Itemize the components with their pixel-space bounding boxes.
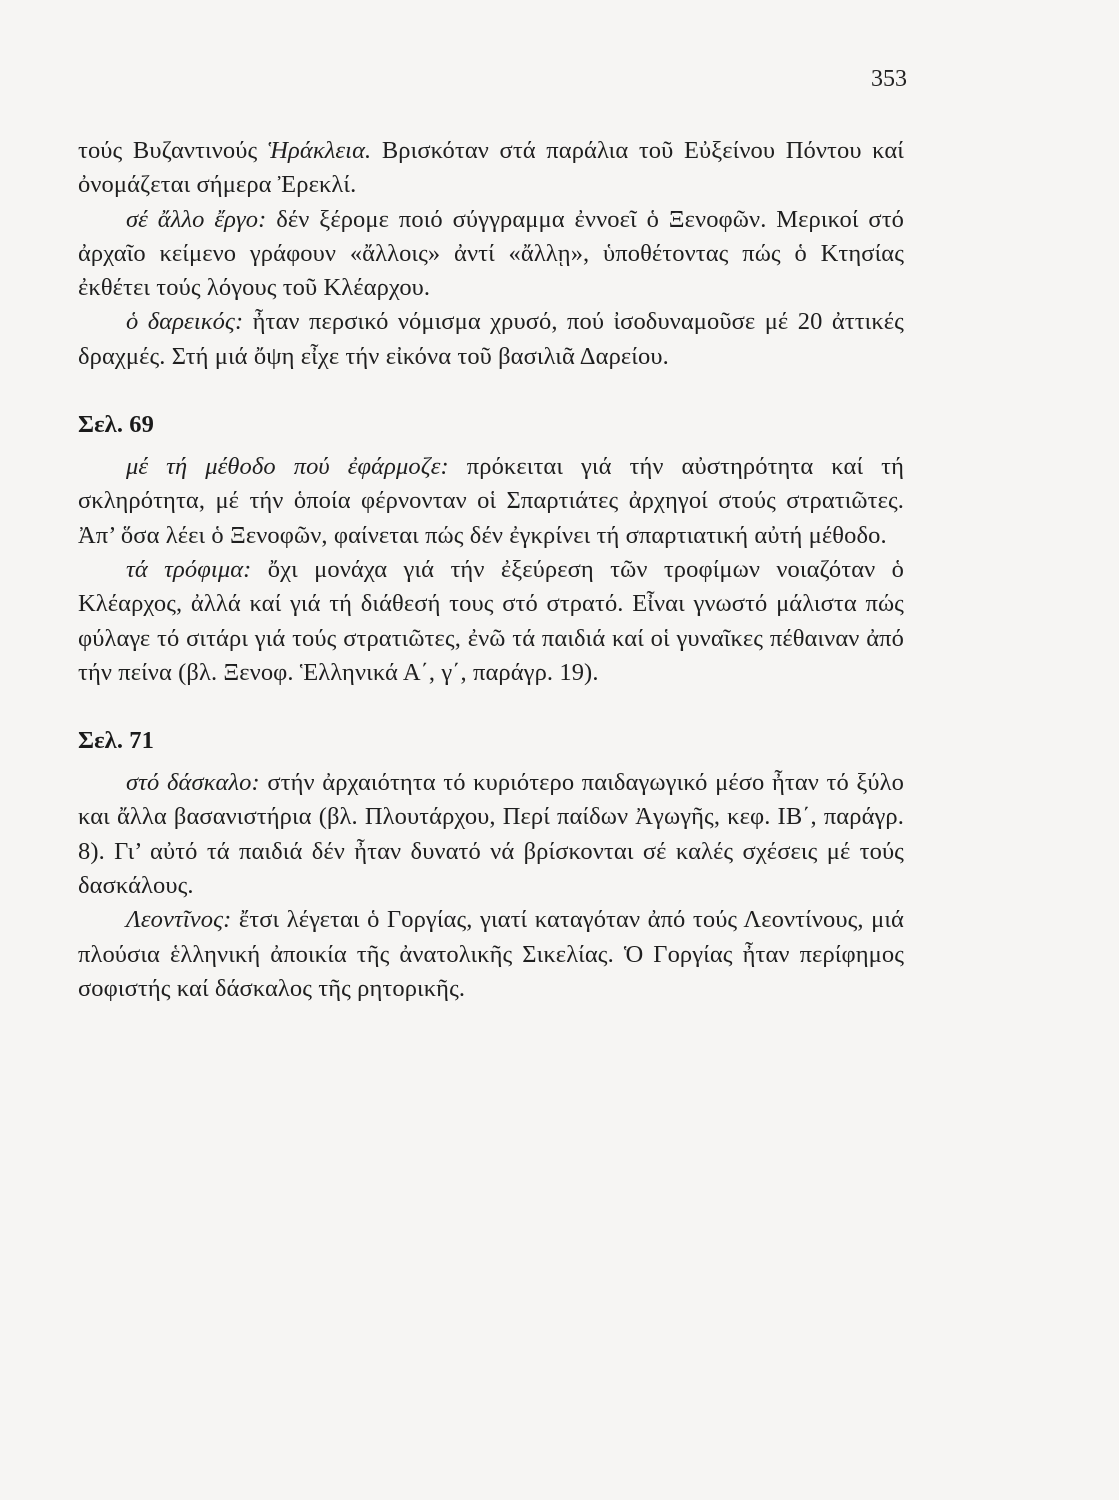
paragraph-text: ὄχι μονάχα γιά τήν ἐξεύρεση τῶν τροφίμων νοιαζόταν ὁ Κλέαρχος, ἀλλά καί γιά τή διάθεσή τους στό στρατό. Εἶναι γνωστό μάλιστα πώς φύλαγε τό σιτάρι γιά τούς στρατιῶτες, ἐνῶ τά παιδιά καί οἱ γυναῖκες πέθαιναν ἀπό τήν πείνα (βλ. Ξενοφ. Ἑλληνικά Α΄, γ΄, παράγρ. 19).	[78, 555, 904, 686]
paragraph-allo-ergo	[78, 203, 904, 306]
paragraph-dareikos	[78, 305, 904, 374]
term-dareikos: ὁ δαρεικός:	[126, 308, 244, 336]
section-heading-69: Σελ. 69	[78, 411, 154, 439]
paragraph-text: τούς Βυζαντινούς	[78, 137, 268, 164]
paragraph-text: ἔτσι λέγεται ὁ Γοργίας, γιατί καταγόταν ἀπό τούς Λεοντίνους, μιά πλούσια ἑλληνική ἀποικία τῆς ἀνατολικῆς Σικελίας. Ὁ Γοργίας ἦταν περίφημος σοφιστής καί δάσκαλος τῆς ρητορικῆς.	[78, 906, 904, 1002]
term-methodos: μέ τή μέθοδο πού ἐφάρμοζε:	[126, 453, 449, 481]
paragraph-text: ἦταν περσικό νόμισμα χρυσό, πού ἰσοδυναμοῦσε μέ 20 ἀττικές δραχμές. Στή μιά ὄψη εἶχε τήν εἰκόνα τοῦ βασιλιᾶ Δαρείου.	[78, 308, 904, 370]
paragraph-text: Βρισκόταν στά παράλια τοῦ Εὐξείνου Πόντου καί ὀνομάζεται σήμερα Ἐρεκλί.	[78, 137, 904, 199]
paragraph-herakleia	[78, 134, 904, 203]
term-herakleia: Ἡράκλεια.	[267, 137, 372, 164]
section-heading-71: Σελ. 71	[78, 727, 154, 755]
paragraph-daskalo	[78, 766, 904, 903]
paragraph-trofima	[78, 553, 904, 690]
term-leontinos: Λεοντῖνος:	[126, 906, 232, 934]
paragraph-text: πρόκειται γιά τήν αὐστηρότητα καί τή σκληρότητα, μέ τήν ὁποία φέρνονταν οἱ Σπαρτιάτες ἀρχηγοί στούς στρατιῶτες. Ἀπ’ ὅσα λέει ὁ Ξενοφῶν, φαίνεται πώς δέν ἐγκρίνει τή σπαρτιατική αὐτή μέθοδο.	[78, 453, 904, 549]
paragraph-leontinos	[78, 903, 904, 1006]
page-body	[78, 134, 904, 1006]
term-allo-ergo: σέ ἄλλο ἔργο:	[126, 205, 267, 233]
paragraph-text: δέν ξέρομε ποιό σύγγραμμα ἐννοεῖ ὁ Ξενοφῶν. Μερικοί στό ἀρχαῖο κείμενο γράφουν «ἄλλοις» ἀντί «ἄλλῃ», ὑποθέτοντας πώς ὁ Κτησίας ἐκθέτει τούς λόγους τοῦ Κλέαρχου.	[78, 205, 904, 302]
paragraph-text: στήν ἀρχαιότητα τό κυριότερο παιδαγωγικό μέσο ἦταν τό ξύλο και ἄλλα βασανιστήρια (βλ. Πλουτάρχου, Περί παίδων Ἀγωγῆς, κεφ. ΙΒ΄, παράγρ. 8). Γι’ αὐτό τά παιδιά δέν ἦταν δυνατό νά βρίσκονται σέ καλές σχέσεις μέ τούς δασκάλους.	[78, 769, 904, 900]
term-daskalo: στό δάσκαλο:	[126, 769, 260, 797]
paragraph-methodos	[78, 450, 904, 553]
page-number: 353	[871, 66, 907, 92]
term-trofima: τά τρόφιμα:	[126, 555, 252, 583]
